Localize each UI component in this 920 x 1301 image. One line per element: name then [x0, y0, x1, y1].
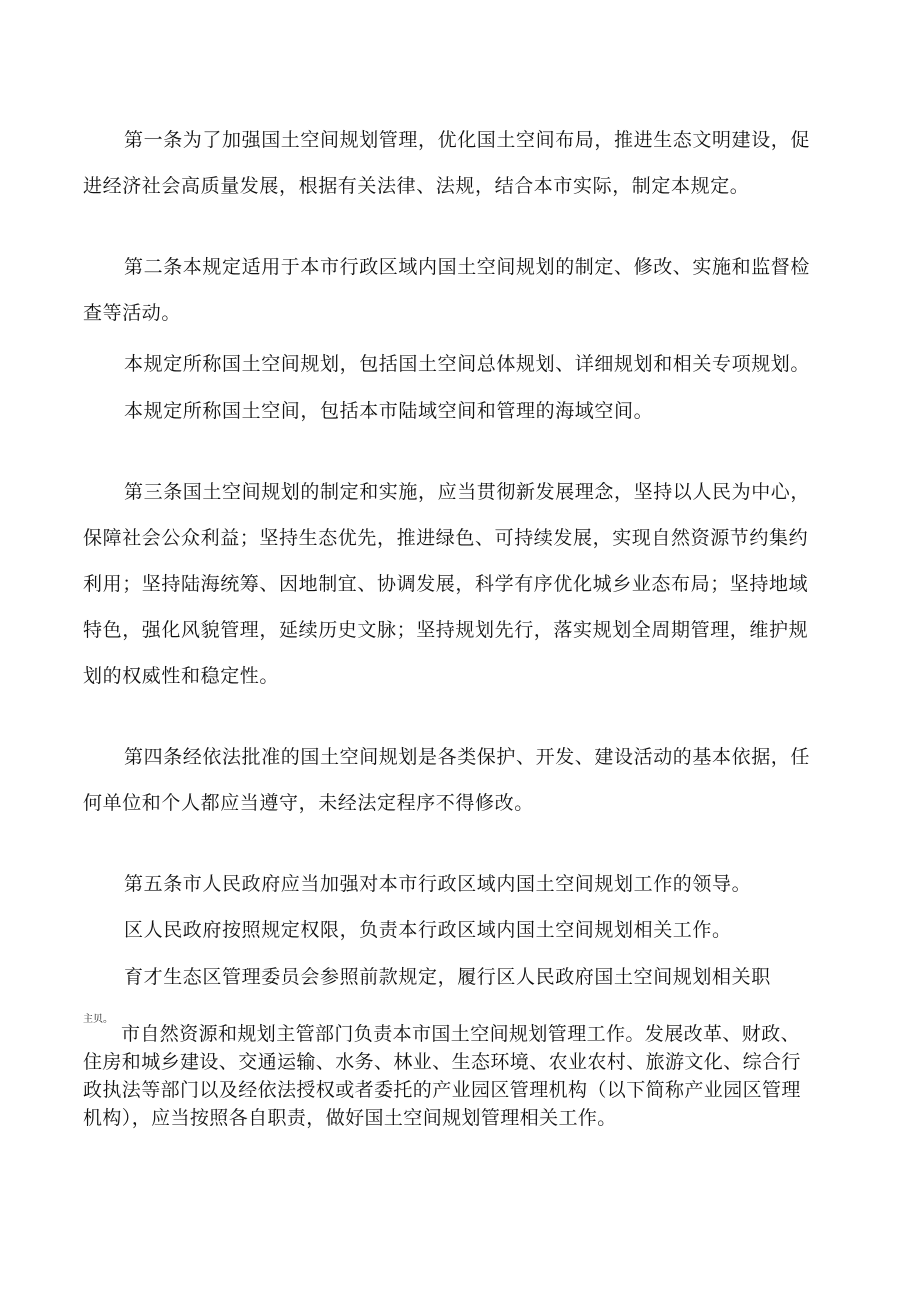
- article-4-line-2: 何单位和个人都应当遵守，未经法定程序不得修改。: [83, 792, 534, 814]
- article-5-line-1: 第五条市人民政府应当加强对本市行政区域内国土空间规划工作的领导。: [124, 873, 752, 895]
- article-5-paragraph-4-line-1: 市自然资源和规划主管部门负责本市国土空间规划管理工作。发展改革、财政、: [121, 1023, 801, 1045]
- article-5-paragraph-4-line-3: 政执法等部门以及经依法授权或者委托的产业园区管理机构（以下简称产业园区管理: [83, 1079, 801, 1101]
- article-3-line-2: 保障社会公众利益；坚持生态优先，推进绿色、可持续发展，实现自然资源节约集约: [83, 527, 809, 549]
- article-3-line-1: 第三条国土空间规划的制定和实施，应当贯彻新发展理念，坚持以人民为中心，: [124, 481, 811, 503]
- article-1-line-1: 第一条为了加强国土空间规划管理，优化国土空间布局，推进生态文明建设，促: [124, 129, 811, 151]
- article-2-line-1: 第二条本规定适用于本市行政区域内国土空间规划的制定、修改、实施和监督检: [124, 256, 811, 278]
- article-3-line-3: 利用；坚持陆海统筹、因地制宜、协调发展，科学有序优化城乡业态布局；坚持地域: [83, 573, 809, 595]
- article-5-paragraph-3: 育才生态区管理委员会参照前款规定，履行区人民政府国土空间规划相关职: [124, 966, 771, 988]
- article-1-line-2: 进经济社会高质量发展，根据有关法律、法规，结合本市实际，制定本规定。: [83, 175, 750, 197]
- article-5-paragraph-4-line-2: 住房和城乡建设、交通运输、水务、林业、生态环境、农业农村、旅游文化、综合行: [83, 1051, 801, 1073]
- article-3-line-4: 特色，强化风貌管理，延续历史文脉；坚持规划先行，落实规划全周期管理，维护规: [83, 619, 809, 641]
- article-2-line-2: 查等活动。: [83, 302, 182, 324]
- page-fragment-note: 主贝。: [83, 1014, 113, 1025]
- article-4-line-1: 第四条经依法批准的国土空间规划是各类保护、开发、建设活动的基本依据，任: [124, 746, 811, 768]
- article-2-paragraph-2: 本规定所称国土空间规划，包括国土空间总体规划、详细规划和相关专项规划。: [124, 353, 811, 375]
- article-5-paragraph-2: 区人民政府按照规定权限，负责本行政区域内国土空间规划相关工作。: [124, 919, 732, 941]
- article-2-paragraph-3: 本规定所称国土空间，包括本市陆域空间和管理的海域空间。: [124, 400, 654, 422]
- article-5-paragraph-4-line-4: 机构），应当按照各自职责，做好国土空间规划管理相关工作。: [83, 1107, 617, 1129]
- article-3-line-5: 划的权威性和稳定性。: [83, 665, 280, 687]
